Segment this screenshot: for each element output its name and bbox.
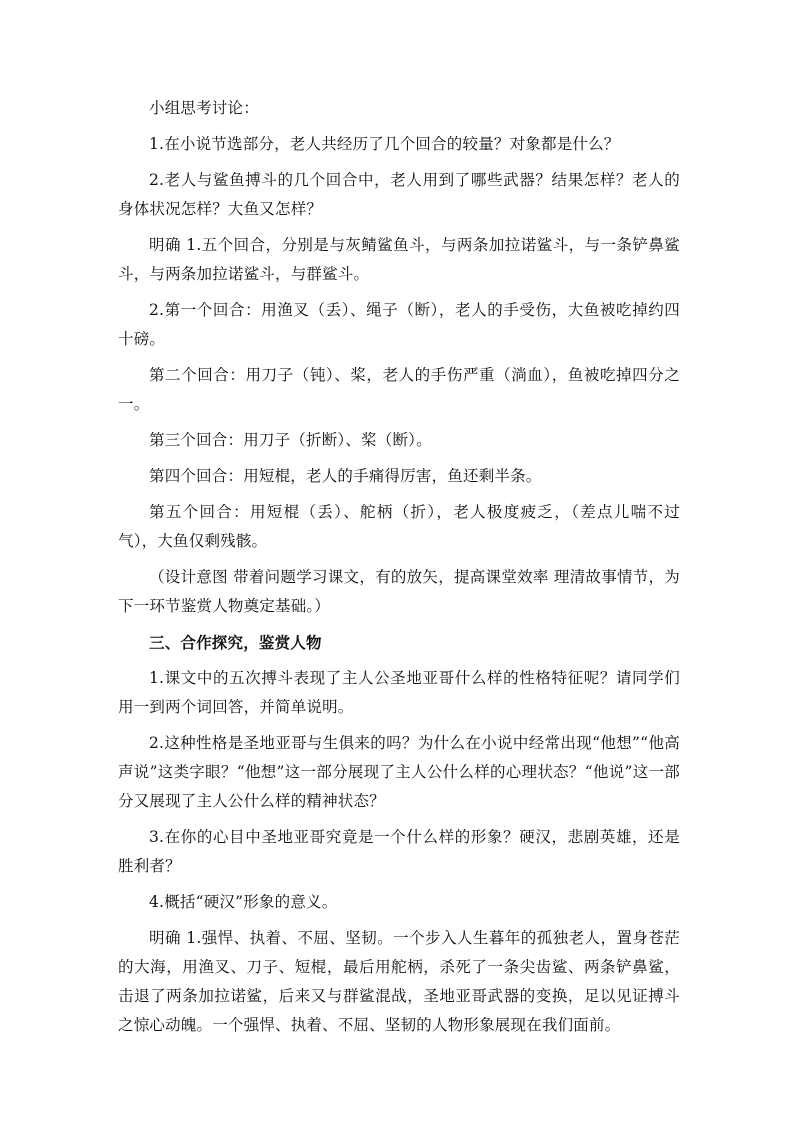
paragraph-round-5: 第五个回合：用短棍（丢）、舵柄（折），老人极度疲乏，（差点儿喘不过气），大鱼仅剩残骸。 [118,503,680,550]
document-page [118,94,680,1047]
paragraph-inquiry-question-4: 4.概括“硬汉”形象的意义。 [149,893,338,911]
paragraph-round-1: 2.第一个回合：用渔叉（丢）、绳子（断），老人的手受伤，大鱼被吃掉约四十磅。 [118,301,680,348]
paragraph-round-3: 第三个回合：用刀子（折断）、桨（断）。 [149,431,432,449]
paragraph-inquiry-question-1: 1.课文中的五次搏斗表现了主人公圣地亚哥什么样的性格特征呢？请同学们用一到两个词回答，并简单说明。 [118,669,680,716]
paragraph-design-intent: （设计意图 带着问题学习课文，有的放矢，提高课堂效率 理清故事情节，为下一环节鉴赏人物奠定基础。） [118,568,680,615]
paragraph-answer-1: 明确 1.五个回合，分别是与灰鲭鲨鱼斗，与两条加拉诺鲨斗，与一条铲鼻鲨斗，与两条加拉诺鲨斗，与群鲨斗。 [118,236,680,283]
paragraph-inquiry-answer-1: 明确 1.强悍、执着、不屈、坚韧。一个步入人生暮年的孤独老人，置身苍茫的大海，用渔叉、刀子、短棍，最后用舵柄，杀死了一条尖齿鲨、两条铲鼻鲨，击退了两条加拉诺鲨，后来又与群鲨混战，圣地亚哥武器的变换，足以见证搏斗之惊心动魄。一个强悍、执着、不屈、坚韧的人物形象展现在我们面前。 [118,929,680,1034]
paragraph-round-4: 第四个回合：用短棍，老人的手痛得厉害，鱼还剩半条。 [149,467,542,485]
paragraph-question-2: 2.老人与鲨鱼搏斗的几个回合中，老人用到了哪些武器？结果怎样？老人的身体状况怎样？大鱼又怎样？ [118,171,680,218]
paragraph-discussion-heading: 小组思考讨论： [149,99,259,117]
section-heading-cooperative-inquiry: 三、合作探究，鉴赏人物 [149,633,322,652]
paragraph-inquiry-question-3: 3.在你的心目中圣地亚哥究竟是一个什么样的形象？硬汉，悲剧英雄，还是胜利者？ [118,828,680,875]
paragraph-question-1: 1.在小说节选部分，老人共经历了几个回合的较量？对象都是什么？ [149,135,620,153]
paragraph-round-2: 第二个回合：用刀子（钝）、桨，老人的手伤严重（淌血），鱼被吃掉四分之一。 [118,366,680,413]
paragraph-inquiry-question-2: 2.这种性格是圣地亚哥与生俱来的吗？为什么在小说中经常出现“他想”“他高声说”这类字眼？“他想”这一部分展现了主人公什么样的心理状态？“他说”这一部分又展现了主人公什么样的精神状态？ [118,734,680,810]
